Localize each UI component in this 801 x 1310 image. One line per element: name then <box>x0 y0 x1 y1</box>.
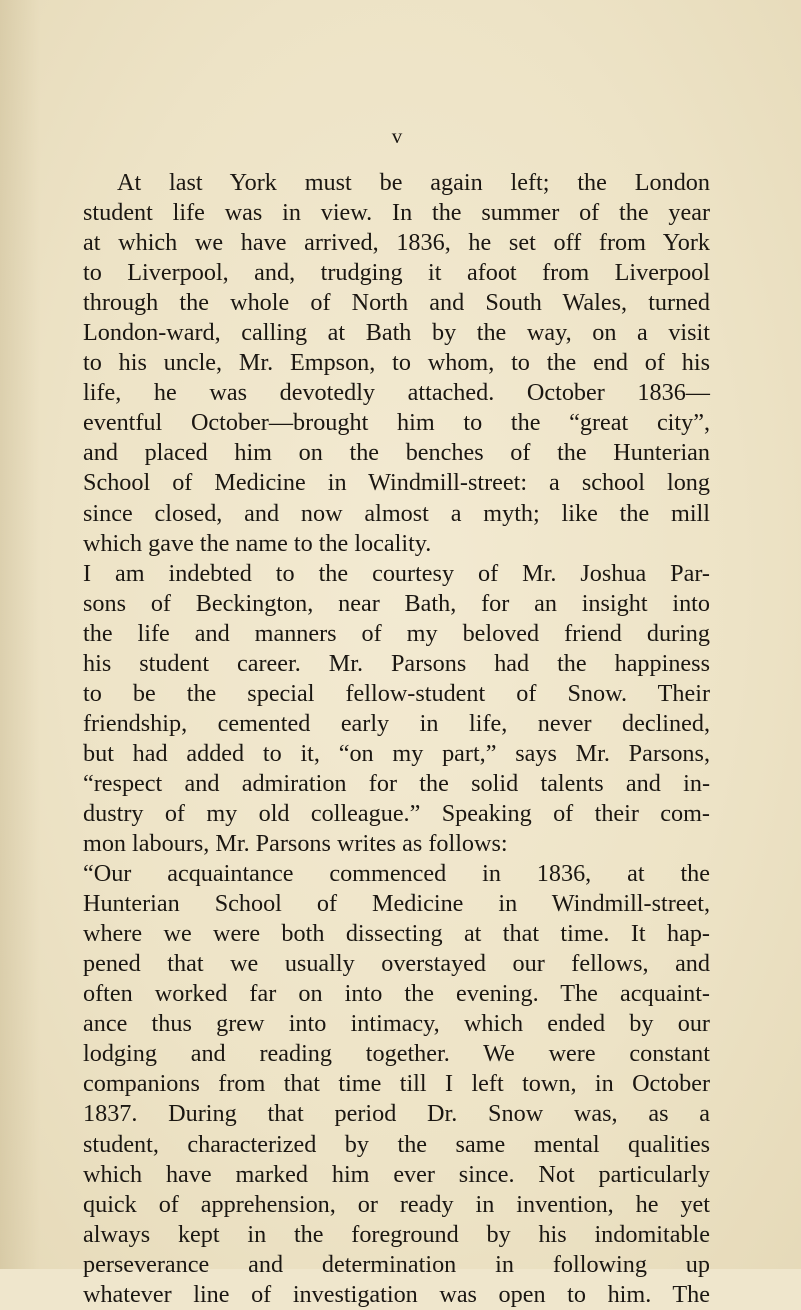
text-line: perseverance and determination in following up <box>83 1250 710 1278</box>
text-line: Hunterian School of Medicine in Windmill-street, <box>83 890 710 918</box>
text-line: “respect and admiration for the solid talents and in- <box>83 769 710 797</box>
text-line: student, characterized by the same mental qualities <box>83 1130 710 1158</box>
text-line: where we were both dissecting at that time. It hap- <box>83 920 710 948</box>
text-line: always kept in the foreground by his indomitable <box>83 1220 710 1248</box>
text-line: sons of Beckington, near Bath, for an insight into <box>83 589 710 617</box>
text-line: companions from that time till I left town, in October <box>83 1070 710 1098</box>
text-line: ance thus grew into intimacy, which ended by our <box>83 1010 710 1038</box>
text-line: I am indebted to the courtesy of Mr. Joshua Par- <box>83 559 710 587</box>
text-line: quick of apprehension, or ready in invention, he yet <box>83 1190 710 1218</box>
body-text <box>83 168 710 1310</box>
page-number: v <box>391 124 403 148</box>
text-line: pened that we usually overstayed our fellows, and <box>83 950 710 978</box>
text-line: which have marked him ever since. Not particularly <box>83 1160 710 1188</box>
text-line: to be the special fellow-student of Snow. Their <box>83 679 710 707</box>
text-line: eventful October—brought him to the “great city”, <box>83 409 710 437</box>
text-line: to Liverpool, and, trudging it afoot from Liverpool <box>83 259 710 287</box>
text-line: and placed him on the benches of the Hunterian <box>83 439 710 467</box>
text-line: At last York must be again left; the London <box>117 169 710 196</box>
text-line: London-ward, calling at Bath by the way, on a visit <box>83 319 710 347</box>
text-line: since closed, and now almost a myth; like the mill <box>83 499 710 527</box>
text-line: 1837. During that period Dr. Snow was, as a <box>83 1100 710 1128</box>
text-line: friendship, cemented early in life, never declined, <box>83 709 710 737</box>
text-line: mon labours, Mr. Parsons writes as follows: <box>83 830 508 858</box>
text-line: to his uncle, Mr. Empson, to whom, to the end of his <box>83 349 710 377</box>
text-line: but had added to it, “on my part,” says Mr. Parsons, <box>83 739 710 767</box>
text-line: which gave the name to the locality. <box>83 529 432 557</box>
text-line: at which we have arrived, 1836, he set off from York <box>83 229 710 257</box>
text-line: his student career. Mr. Parsons had the happiness <box>83 649 710 677</box>
text-line: whatever line of investigation was open to him. The <box>83 1280 710 1308</box>
text-line: often worked far on into the evening. The acquaint- <box>83 980 710 1008</box>
text-line: life, he was devotedly attached. October 1836— <box>83 379 710 407</box>
text-line: lodging and reading together. We were constant <box>83 1040 710 1068</box>
text-line: student life was in view. In the summer of the year <box>83 199 710 227</box>
text-line: “Our acquaintance commenced in 1836, at the <box>83 860 710 888</box>
text-line: School of Medicine in Windmill-street: a school long <box>83 469 710 497</box>
text-line: through the whole of North and South Wales, turned <box>83 289 710 317</box>
text-line: dustry of my old colleague.” Speaking of their com- <box>83 799 710 827</box>
text-line: the life and manners of my beloved friend during <box>83 619 710 647</box>
